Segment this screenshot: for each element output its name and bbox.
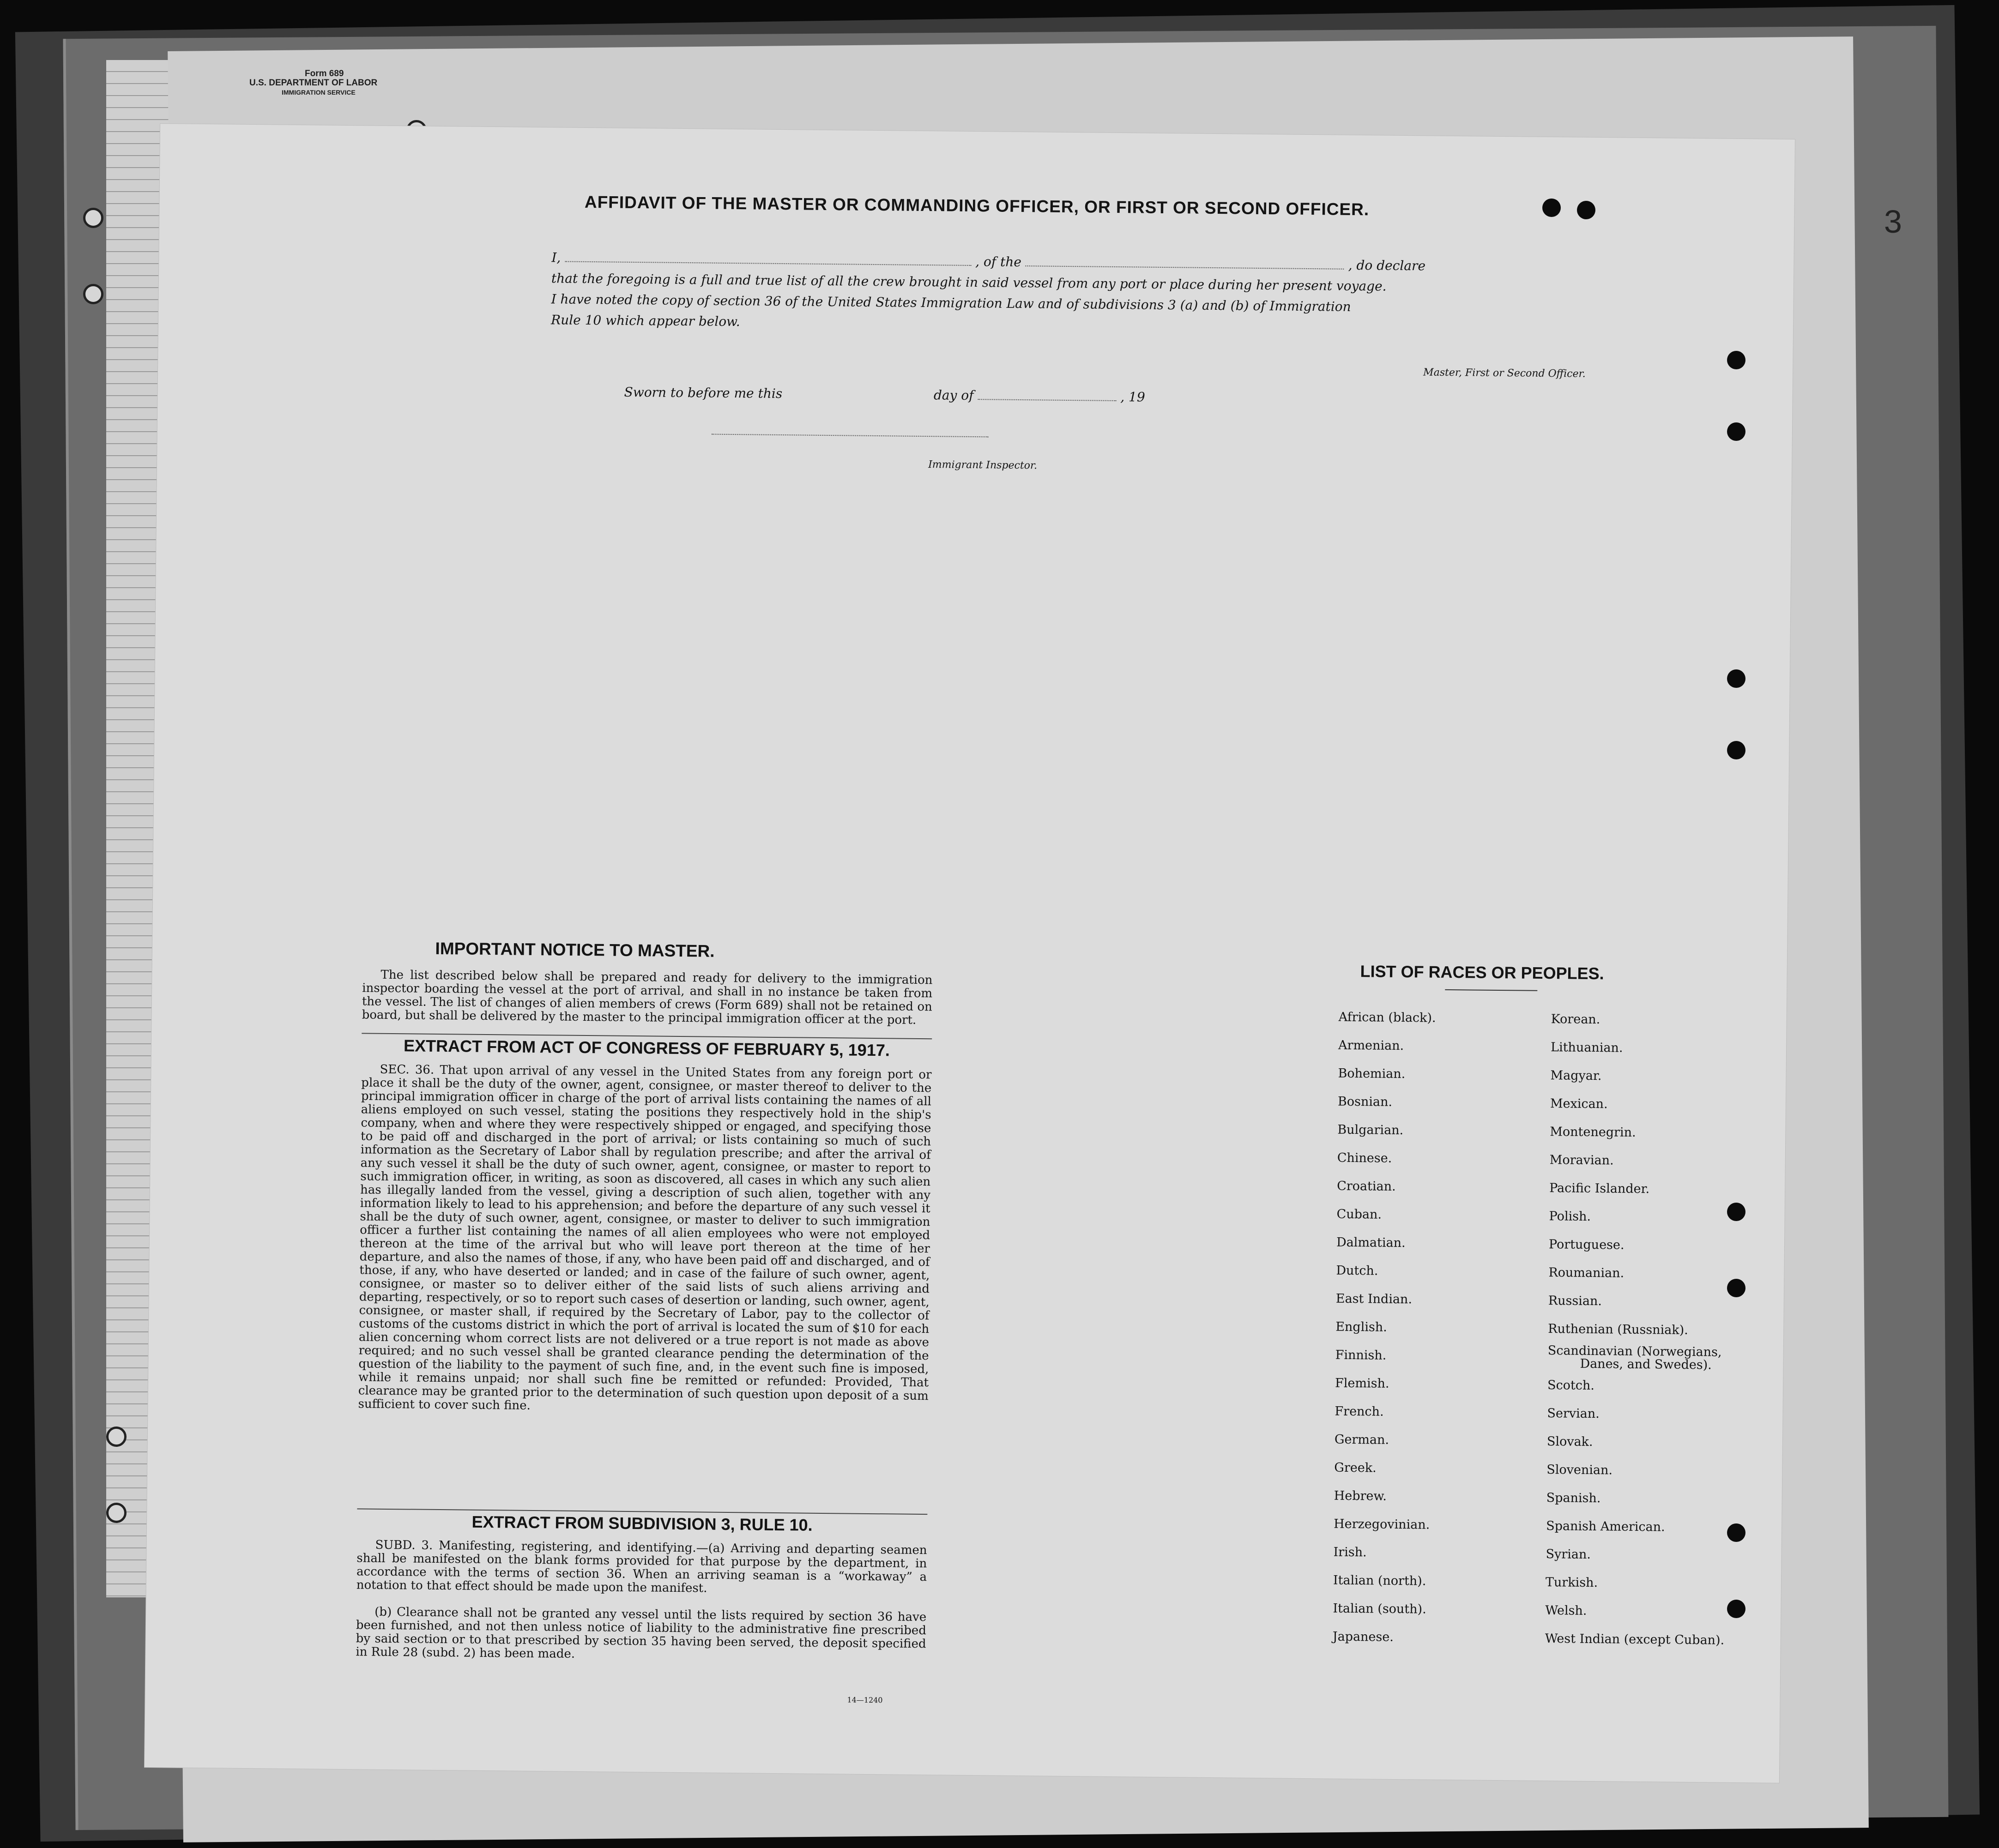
race-label: Cuban. xyxy=(1336,1207,1382,1222)
race-item xyxy=(1337,1172,1434,1201)
race-item xyxy=(1335,1341,1432,1370)
race-item xyxy=(1549,1230,1728,1260)
race-label: East Indian. xyxy=(1335,1291,1413,1307)
affidavit-line-1 xyxy=(551,250,1613,275)
race-item xyxy=(1550,1061,1730,1091)
race-label: English. xyxy=(1335,1319,1387,1335)
ring-hole xyxy=(1542,199,1561,217)
ring-hole xyxy=(1727,741,1745,759)
form-code: 14—1240 xyxy=(847,1695,883,1705)
binder-hole xyxy=(106,1427,127,1447)
extract-act-body: SEC. 36. That upon arrival of any vessel in the United States from any foreign port or place it shall be the duty of the owner, agent, consignee, or master thereof to deliver to the principal immigration officer in charge of the port of arrival lists containing the names of all aliens employed on such vessel, stating the positions they respectively hold in the ship's company, when and where they were respectively shipped or engaged, and specifying those to be paid off and discharged in the port of arrival; or lists containing so much of such information as the Secretary of Labor shall by regulation prescribe; and after the arrival of any such vessel it shall be the duty of such owner, agent, consignee, or master to report to such immigration officer, in writing, as soon as discovered, all cases in which any such alien has illegally landed from the vessel, giving a description of such alien, together with any information likely to lead to his apprehension; and before the departure of any such vessel it shall be the duty of such owner, agent, consignee, or master to deliver to such immigration officer a further list containing the names of all alien employees who were not employed thereon at the time of the arrival but who will leave port thereon at the time of her departure, and also the names of those, if any, who have been paid off and discharged, and of those, if any, who have deserted or landed; and in case of the failure of such owner, agent, consignee, or master so to deliver either of the said lists of such aliens arriving and departing, respectively, or so to report such cases of desertion or landing, such owner, agent, consignee, or master shall, if required by the Secretary of Labor, pay to the collector of customs of the customs district in which the port of arrival is located the sum of $10 for each alien concerning whom correct lists are not delivered or a true report is not made as above required; and no such vessel shall be granted clearance pending the determination of the question of the liability to the payment of such fine, and, in the event such fine is imposed, while it remains unpaid; nor shall such fine be remitted or refunded: Provided, That clearance may be granted prior to the determination of such question upon deposit of a sum sufficient to cover such fine. xyxy=(358,1062,932,1413)
race-item xyxy=(1548,1258,1728,1288)
race-item xyxy=(1336,1257,1433,1286)
race-label: Polish. xyxy=(1549,1209,1591,1224)
race-item xyxy=(1546,1568,1725,1598)
race-label: Magyar. xyxy=(1550,1068,1602,1084)
back-form-header xyxy=(249,69,434,125)
race-label: Finnish. xyxy=(1335,1348,1387,1363)
ring-hole xyxy=(1727,1523,1745,1542)
race-item xyxy=(1333,1623,1430,1652)
affidavit-i: I, xyxy=(551,250,561,265)
race-label: Italian (north). xyxy=(1333,1573,1426,1589)
race-item xyxy=(1546,1512,1726,1542)
race-label: Croatian. xyxy=(1337,1179,1396,1194)
notice-title: IMPORTANT NOTICE TO MASTER. xyxy=(435,939,715,961)
race-label: Irish. xyxy=(1333,1545,1367,1560)
race-label: Spanish. xyxy=(1546,1491,1601,1506)
race-label: German. xyxy=(1334,1432,1389,1447)
race-label: Chinese. xyxy=(1337,1150,1392,1166)
ring-hole xyxy=(1577,201,1595,219)
race-label: Lithuanian. xyxy=(1550,1040,1623,1055)
race-item xyxy=(1549,1146,1729,1176)
race-label: Montenegrin. xyxy=(1550,1125,1636,1140)
race-label: Russian. xyxy=(1548,1294,1602,1309)
race-item xyxy=(1547,1371,1727,1401)
race-label: Korean. xyxy=(1551,1012,1600,1027)
race-item xyxy=(1338,1088,1435,1117)
race-label: Spanish American. xyxy=(1546,1519,1665,1535)
inspector-label: Immigrant Inspector. xyxy=(928,459,1038,472)
race-item xyxy=(1545,1596,1725,1626)
race-item xyxy=(1336,1200,1434,1229)
race-label: Scotch. xyxy=(1547,1378,1595,1393)
race-label: Italian (south). xyxy=(1333,1601,1426,1617)
race-label: Moravian. xyxy=(1549,1153,1614,1168)
race-item xyxy=(1547,1427,1727,1457)
race-item xyxy=(1336,1228,1434,1258)
race-label: Ruthenian (Russniak). xyxy=(1548,1322,1688,1337)
race-item xyxy=(1551,1005,1730,1035)
race-item xyxy=(1337,1144,1434,1173)
sworn-day-of: day of xyxy=(933,387,974,403)
race-label: Bohemian. xyxy=(1338,1066,1406,1082)
extract-rule-body-b: (b) Clearance shall not be granted any vessel until the lists required by section 36 have been furnished, and not then unless notice of liability to the administrative fine prescribed by said section or to that prescribed by section 35 having been served, the deposit specified in Rule 28 (subd. 2) has been made. xyxy=(356,1605,927,1661)
race-label: Slovenian. xyxy=(1546,1463,1613,1478)
race-item xyxy=(1333,1595,1430,1624)
race-label: Herzegovinian. xyxy=(1334,1517,1430,1532)
race-item xyxy=(1547,1399,1727,1429)
master-signature-label: Master, First or Second Officer. xyxy=(1423,367,1586,380)
race-item xyxy=(1338,1059,1435,1089)
month-blank xyxy=(978,399,1116,401)
race-item xyxy=(1548,1287,1728,1317)
race-label: Japanese. xyxy=(1332,1629,1394,1644)
races-list-left xyxy=(1333,1003,1436,1652)
race-label: Flemish. xyxy=(1335,1376,1389,1391)
race-label: Roumanian. xyxy=(1548,1265,1625,1281)
race-label: African (black). xyxy=(1338,1010,1436,1025)
race-label: Mexican. xyxy=(1550,1096,1608,1112)
name-blank xyxy=(565,261,971,266)
affidavit-line-3: I have noted the copy of section 36 of the United States Immigration Law and of subdivisions 3 (a) and (b) of Immigration xyxy=(551,291,1351,314)
race-label: Slovak. xyxy=(1546,1434,1593,1450)
race-item xyxy=(1333,1566,1431,1595)
race-item xyxy=(1550,1090,1730,1120)
ring-hole xyxy=(1727,1203,1745,1221)
ring-hole xyxy=(1727,422,1745,441)
race-item xyxy=(1545,1625,1725,1655)
race-label: Armenian. xyxy=(1338,1038,1404,1053)
extract-rule-body-a: SUBD. 3. Manifesting, registering, and identifying.—(a) Arriving and departing seamen shall be manifested on the blank forms provided for that purpose by the department, in accordance with the terms of section 36. When an arriving seaman is a “workaway” a notation to that effect should be made upon the manifest. xyxy=(356,1538,927,1595)
affidavit-do-declare: , do declare xyxy=(1348,257,1426,274)
ring-hole xyxy=(1727,669,1745,688)
race-label: Greek. xyxy=(1334,1460,1377,1475)
race-item xyxy=(1551,1033,1730,1063)
race-item xyxy=(1546,1456,1726,1486)
binder-hole xyxy=(83,284,103,304)
notice-body: The list described below shall be prepared and ready for delivery to the immigration inspector boarding the vessel at the port of arrival, and shall in no instance be taken from the vessel. The list of changes of alien members of crews (Form 689) shall not be retained on board, but shall be delivered by the master to the principal immigration officer at the port. xyxy=(362,968,933,1027)
affidavit-line-2: that the foregoing is a full and true list of all the crew brought in said vessel from any port or place during her present voyage. xyxy=(551,271,1387,294)
back-form-service: IMMIGRATION SERVICE xyxy=(282,89,356,96)
ring-hole xyxy=(1727,351,1745,369)
race-item xyxy=(1334,1482,1431,1511)
vessel-blank xyxy=(1026,265,1344,270)
race-label: Bosnian. xyxy=(1337,1094,1393,1109)
race-label: Dalmatian. xyxy=(1336,1235,1406,1251)
extract-act-title: EXTRACT FROM ACT OF CONGRESS OF FEBRUARY 5, 1917. xyxy=(362,1033,932,1060)
race-label: West Indian (except Cuban). xyxy=(1545,1631,1725,1648)
affidavit-line-4: Rule 10 which appear below. xyxy=(550,312,740,330)
race-label: Syrian. xyxy=(1546,1547,1591,1562)
race-label: Dutch. xyxy=(1336,1263,1378,1278)
race-item xyxy=(1335,1397,1432,1427)
binder-hole xyxy=(106,1503,127,1523)
race-item xyxy=(1335,1369,1432,1398)
sworn-year: , 19 xyxy=(1120,389,1145,405)
races-title: LIST OF RACES OR PEOPLES. xyxy=(1360,962,1604,983)
affidavit-title: AFFIDAVIT OF THE MASTER OR COMMANDING OFFICER, OR FIRST OR SECOND OFFICER. xyxy=(584,192,1370,219)
extract-rule-title: EXTRACT FROM SUBDIVISION 3, RULE 10. xyxy=(357,1508,927,1536)
ring-hole xyxy=(1727,1600,1745,1618)
races-list-right xyxy=(1545,1005,1731,1655)
corner-number: 3 xyxy=(1884,204,1902,240)
race-label: Welsh. xyxy=(1545,1603,1587,1618)
race-item xyxy=(1549,1174,1729,1204)
race-item xyxy=(1334,1510,1431,1539)
back-form-number: Form 689 xyxy=(305,69,344,78)
race-item xyxy=(1549,1202,1728,1232)
race-label: Servian. xyxy=(1547,1406,1600,1421)
back-form-department: U.S. DEPARTMENT OF LABOR xyxy=(249,78,378,88)
race-item xyxy=(1334,1454,1431,1483)
race-item xyxy=(1333,1538,1431,1567)
affidavit-sheet xyxy=(145,124,1795,1783)
race-item xyxy=(1546,1484,1726,1514)
sworn-line xyxy=(624,385,1686,410)
race-item xyxy=(1548,1315,1727,1345)
sworn-start: Sworn to before me this xyxy=(624,384,783,402)
race-item xyxy=(1335,1426,1432,1455)
race-item xyxy=(1338,1031,1436,1060)
races-title-rule xyxy=(1445,989,1537,991)
race-item xyxy=(1337,1116,1435,1145)
race-item xyxy=(1336,1285,1433,1314)
race-label-continuation: Danes, and Swedes). xyxy=(1580,1356,1712,1372)
race-label: Hebrew. xyxy=(1334,1488,1387,1504)
binder-hole xyxy=(83,208,103,228)
race-label: French. xyxy=(1335,1404,1384,1419)
race-label: Scandinavian (Norwegians, xyxy=(1547,1343,1722,1360)
race-label: Portuguese. xyxy=(1548,1237,1625,1252)
race-item xyxy=(1546,1540,1725,1570)
race-item xyxy=(1335,1313,1433,1342)
race-item xyxy=(1338,1003,1436,1032)
affidavit-of-the: , of the xyxy=(975,254,1022,270)
race-label: Pacific Islander. xyxy=(1549,1181,1650,1197)
race-label: Bulgarian. xyxy=(1337,1122,1404,1138)
ring-hole xyxy=(1727,1279,1745,1297)
race-item xyxy=(1547,1343,1727,1373)
race-item xyxy=(1550,1118,1729,1148)
inspector-signature-blank xyxy=(712,434,989,438)
race-label: Turkish. xyxy=(1545,1575,1598,1590)
